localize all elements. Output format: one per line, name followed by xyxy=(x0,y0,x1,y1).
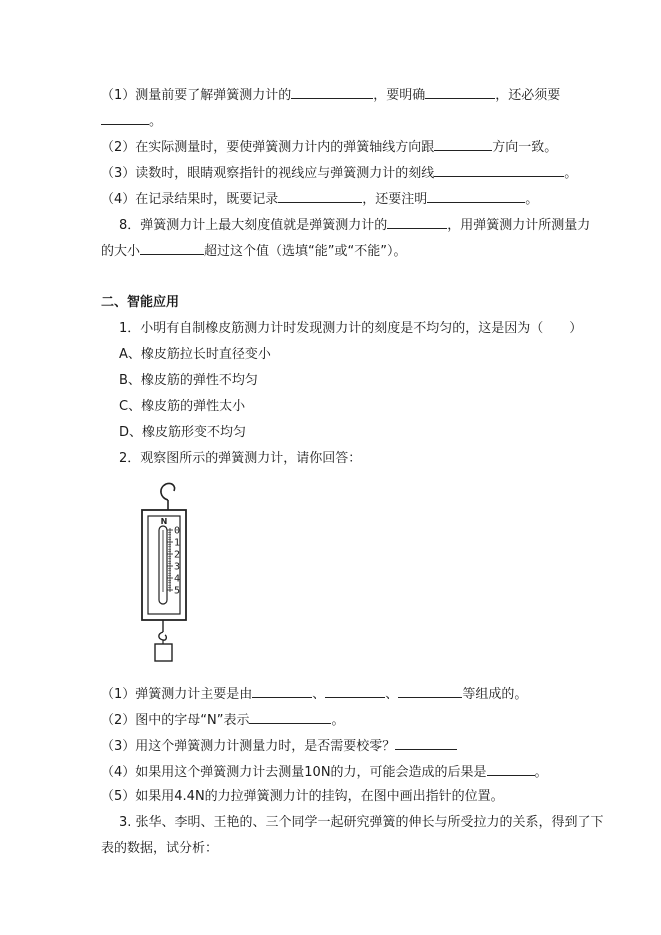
question-1-stem: 1．小明有自制橡皮筋测力计时发现测力计的刻度是不均匀的，这是因为（ ） xyxy=(119,321,583,336)
question-8-line-1 xyxy=(119,215,590,235)
question-1-line-2 xyxy=(101,111,162,131)
unit-label: N xyxy=(160,517,168,526)
scale-number: 5 xyxy=(174,585,181,597)
s4-text-b: 。 xyxy=(534,765,548,780)
question-3-line-1: 3. 张华、李明、王艳的、三个同学一起研究弹簧的伸长与所受拉力的关系，得到了下 xyxy=(119,815,604,830)
s2-text: （2）图中的字母“N”表示 xyxy=(101,713,250,728)
q1-text-c: ，还必须要 xyxy=(495,88,561,103)
q8-text: 8．弹簧测力计上最大刻度值就是弹簧测力计的 xyxy=(119,218,388,233)
option-b[interactable]: B、橡皮筋的弹性不均匀 xyxy=(119,373,258,388)
answer-blank[interactable] xyxy=(140,241,204,255)
s3-text: （3）用这个弹簧测力计测量力时，是否需要校零？ xyxy=(101,739,396,754)
q2-text: （2）在实际测量时，要使弹簧测力计内的弹簧轴线方向跟 xyxy=(101,140,435,155)
question-2-line xyxy=(101,137,557,157)
q8-text-d: 超过这个值（选填“能”或“不能”）。 xyxy=(204,244,407,259)
bottom-hook-icon xyxy=(159,632,166,640)
scale-number: 4 xyxy=(174,573,181,585)
question-8-line-2 xyxy=(101,241,406,261)
question-1-line-1 xyxy=(101,85,560,105)
q4-text: （4）在记录结果时，既要记录 xyxy=(101,192,279,207)
answer-blank[interactable] xyxy=(101,111,149,125)
weight-block xyxy=(155,644,172,661)
question-3-line xyxy=(101,163,577,183)
answer-blank[interactable] xyxy=(291,85,373,99)
s1-text: （1）弹簧测力计主要是由 xyxy=(101,687,253,702)
answer-blank[interactable] xyxy=(434,137,492,151)
answer-blank[interactable] xyxy=(487,762,535,776)
top-hook-icon xyxy=(161,483,175,500)
s2-text-b: 。 xyxy=(331,713,345,728)
q1-text-d: 。 xyxy=(149,114,163,129)
s1-text-b: 、 xyxy=(312,687,326,702)
scale-number: 2 xyxy=(174,549,181,561)
answer-blank[interactable] xyxy=(278,189,362,203)
answer-blank[interactable] xyxy=(325,684,385,698)
q4-text-b: ，还要注明 xyxy=(362,192,428,207)
answer-blank[interactable] xyxy=(252,684,312,698)
option-c[interactable]: C、橡皮筋的弹性太小 xyxy=(119,399,246,414)
q2-text-b: 方向一致。 xyxy=(492,140,558,155)
sub-question-1 xyxy=(101,684,527,704)
section-heading: 二、智能应用 xyxy=(101,295,180,310)
scale-number: 1 xyxy=(174,537,181,549)
answer-blank[interactable] xyxy=(395,736,457,750)
s1-text-d: 等组成的。 xyxy=(462,687,528,702)
sub-question-5: （5）如果用4.4N的力拉弹簧测力计的挂钩，在图中画出指针的位置。 xyxy=(101,789,504,804)
sub-question-2 xyxy=(101,710,344,730)
answer-blank[interactable] xyxy=(425,85,495,99)
scale-number: 0 xyxy=(174,525,181,537)
answer-blank[interactable] xyxy=(249,710,331,724)
q3-text: （3）读数时，眼睛观察指针的视线应与弹簧测力计的刻线 xyxy=(101,166,435,181)
q1-text: （1）测量前要了解弹簧测力计的 xyxy=(101,88,292,103)
q8-text-c: 的大小 xyxy=(101,244,141,259)
q8-text-b: ，用弹簧测力计所测量力 xyxy=(447,218,591,233)
question-3-line-2: 表的数据，试分析： xyxy=(101,841,219,856)
q4-text-c: 。 xyxy=(525,192,539,207)
question-4-line xyxy=(101,189,538,209)
spring-scale-figure xyxy=(138,480,198,668)
question-2-stem: 2．观察图所示的弹簧测力计，请你回答： xyxy=(119,451,362,466)
option-d[interactable]: D、橡皮筋形变不均匀 xyxy=(119,425,247,440)
sub-question-3 xyxy=(101,736,457,756)
answer-blank[interactable] xyxy=(434,163,564,177)
option-a[interactable]: A、橡皮筋拉长时直径变小 xyxy=(119,347,271,362)
q1-text-b: ，要明确 xyxy=(373,88,426,103)
sub-question-4 xyxy=(101,762,548,782)
scale-number: 3 xyxy=(174,561,181,573)
s1-text-c: 、 xyxy=(385,687,399,702)
q3-text-b: 。 xyxy=(564,166,578,181)
answer-blank[interactable] xyxy=(398,684,462,698)
answer-blank[interactable] xyxy=(387,215,447,229)
s4-text: （4）如果用这个弹簧测力计去测量10N的力，可能会造成的后果是 xyxy=(101,765,487,780)
answer-blank[interactable] xyxy=(427,189,525,203)
